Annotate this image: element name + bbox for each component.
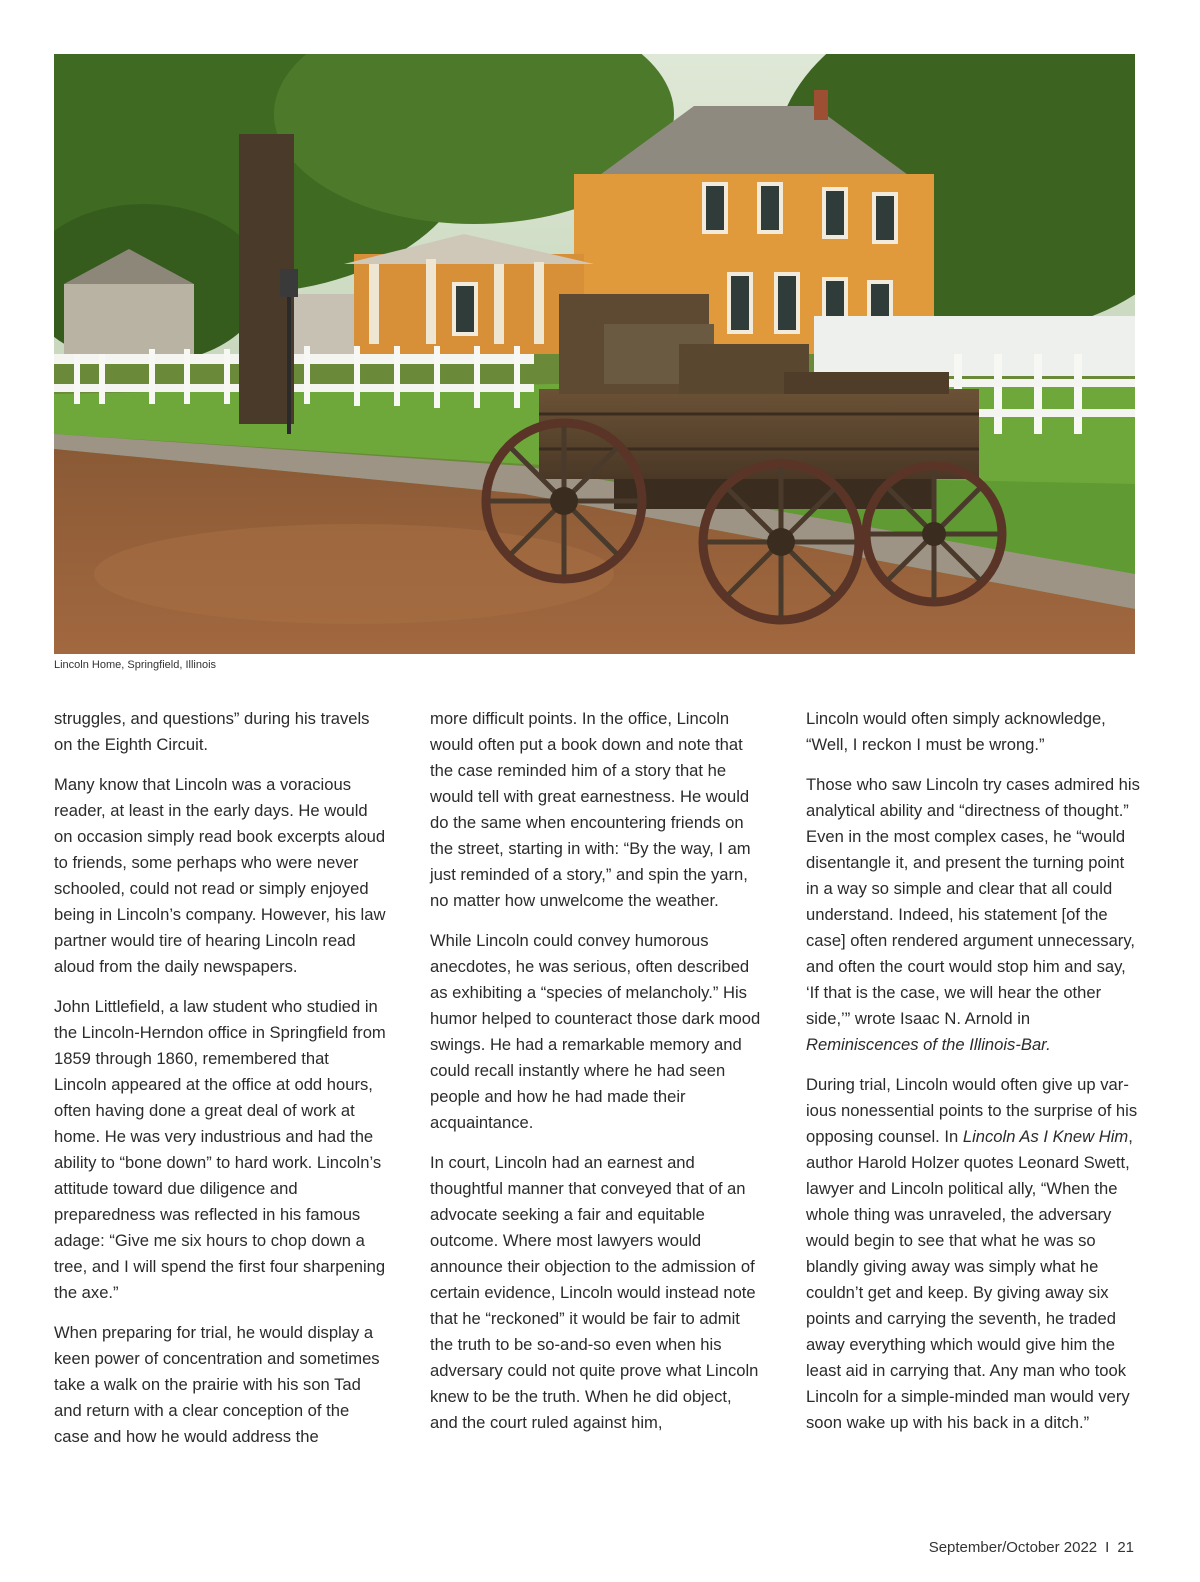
- paragraph-text: Those who saw Lincoln try cases admired his analytical ability and “directness of thought.” Even in the most complex cases, he “would disentangle it, and present the turning point in a way so simple and clear that all could understand. Indeed, his statement [of the case] often rendered argument unnecessary, and often the court would stop him and say, ‘If that is the case, we will hear the other side,’” wrote Isaac N. Arnold in: [806, 775, 1140, 1028]
- paragraph: When preparing for trial, he would display a keen power of concentration and sometimes take a walk on the prairie with his son Tad and return with a clear conception of the case and how he would address the: [54, 1323, 380, 1446]
- paragraph: In court, Lincoln had an earnest and thoughtful manner that conveyed that of an advocate seeking a fair and equitable outcome. Where most lawyers would announce their objection to the admission of certain evidence, Lincoln would instead note that he “reckoned” it would be fair to admit the truth to be so-and-so even when his adversary could not quite prove what Lincoln knew to be the truth. When he did object, and the court ruled against him,: [430, 1153, 759, 1432]
- book-title: Lincoln As I Knew Him: [962, 1127, 1129, 1146]
- photo-caption: Lincoln Home, Springfield, Illinois: [54, 659, 217, 671]
- paragraph: Lincoln would often simply acknowledge, “Well, I reckon I must be wrong.”: [806, 709, 1106, 754]
- page-footer: [929, 1539, 1134, 1556]
- paragraph: [806, 1072, 1140, 1436]
- paragraph: Many know that Lincoln was a voracious reader, at least in the early days. He would on occasion simply read book excerpts aloud to friends, some perhaps who were never schooled, could not read or simply enjoyed being in Lincoln’s company. However, his law partner would tire of hearing Lincoln read aloud from the daily newspapers.: [54, 775, 386, 976]
- article-column-1: [54, 706, 386, 1464]
- article-column-3: [806, 706, 1140, 1450]
- article-column-2: [430, 706, 762, 1450]
- paragraph: While Lincoln could convey humorous anecdotes, he was serious, often described as exhibiting a “species of melancholy.” His humor helped to counteract those dark mood swings. He had a remarkable memory and could recall instantly where he had seen people and how he had made their acquaintance.: [430, 931, 761, 1132]
- paragraph: more difficult points. In the office, Lincoln would often put a book down and note that the case reminded him of a story that he would tell with great earnestness. He would do the same when encountering friends on the street, starting in with: “By the way, I am just reminded of a story,” and spin the yarn, no matter how unwelcome the weather.: [430, 709, 751, 910]
- footer-separator: I: [1105, 1539, 1110, 1556]
- lincoln-home-photo: [54, 54, 1135, 654]
- paragraph: [806, 772, 1140, 1058]
- paragraph-text: , author Harold Holzer quotes Leonard Swett, lawyer and Lincoln political ally, “When the whole thing was unraveled, the adversary would begin to see that what he was so blandly giving away was simply what he couldn’t get and keep. By giving away six points and carrying the seventh, he traded away everything which would give him the least aid in carrying that. Any man who took Lincoln for a simple-minded man would very soon wake up with his back in a ditch.”: [806, 1127, 1133, 1432]
- paragraph-text: During trial, Lincoln would often give up various nonessential points to the surprise of his opposing counsel. In: [806, 1075, 1138, 1146]
- page-number: 21: [1117, 1539, 1134, 1556]
- issue-date: September/October 2022: [928, 1539, 1098, 1556]
- paragraph: John Littlefield, a law student who studied in the Lincoln-Herndon office in Springfield from 1859 through 1860, remembered that Lincoln appeared at the office at odd hours, often having done a great deal of work at home. He was very industrious and had the ability to “bone down” to hard work. Lincoln’s attitude toward due diligence and preparedness was reflected in his famous adage: “Give me six hours to chop down a tree, and I will spend the first four sharpening the axe.”: [54, 997, 386, 1302]
- book-title: Reminiscences of the Illinois-Bar.: [806, 1035, 1051, 1054]
- paragraph: struggles, and questions” during his travels on the Eighth Circuit.: [54, 709, 370, 754]
